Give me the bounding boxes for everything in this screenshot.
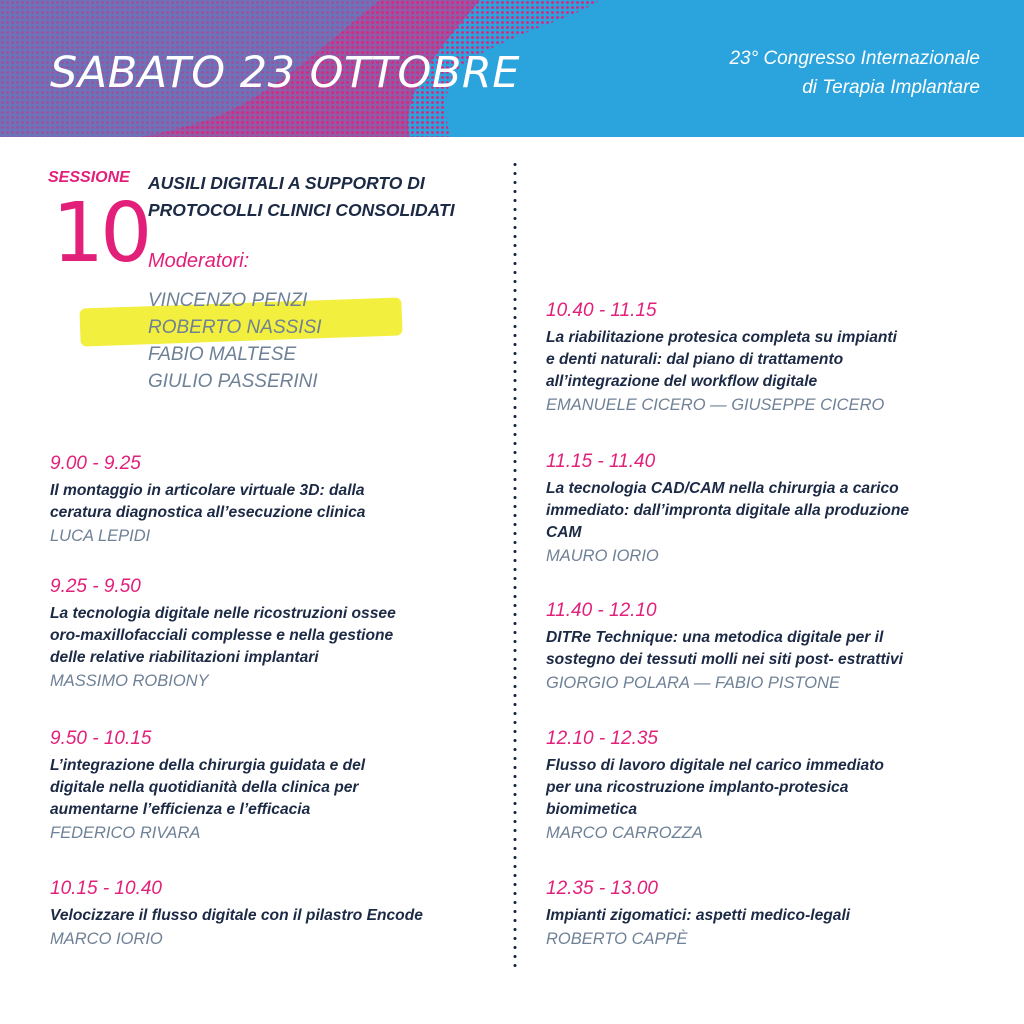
talk-time: 10.15 - 10.40 — [50, 878, 162, 899]
talk-speaker: GIORGIO POLARA — FABIO PISTONE — [546, 674, 841, 692]
talk-title-line: sostegno dei tessuti molli nei siti post- estrattivi — [546, 651, 903, 668]
moderator-name: ROBERTO NASSISI — [148, 317, 322, 338]
talk-speaker: MARCO IORIO — [50, 930, 163, 948]
talk-item — [50, 452, 490, 547]
talk-title-line: La riabilitazione protesica completa su impianti — [546, 329, 897, 346]
talk-time: 10.40 - 11.15 — [546, 300, 657, 321]
talk-title — [546, 905, 986, 927]
talk-title-line: oro-maxillofacciali complesse e nella gestione — [50, 627, 394, 644]
talk-title — [546, 627, 986, 671]
moderator-name: VINCENZO PENZI — [148, 290, 308, 311]
talk-speaker: EMANUELE CICERO — GIUSEPPE CICERO — [546, 396, 885, 414]
moderator-name: FABIO MALTESE — [148, 344, 297, 365]
moderator-name: GIULIO PASSERINI — [148, 371, 318, 392]
congress-title-line: 23° Congresso Internazionale — [729, 48, 980, 69]
talk-time: 11.40 - 12.10 — [546, 600, 657, 621]
talk-item — [50, 727, 490, 844]
talk-item — [50, 877, 490, 950]
talk-title-line: digitale nella quotidianità della clinica per — [50, 779, 359, 796]
talk-time: 12.35 - 13.00 — [546, 878, 658, 899]
talk-speaker: MAURO IORIO — [546, 547, 659, 565]
talk-time: 9.50 - 10.15 — [50, 728, 152, 749]
talk-title-line: ceratura diagnostica all’esecuzione clinica — [50, 504, 366, 521]
congress-title — [560, 44, 980, 102]
talk-title — [50, 603, 490, 669]
talk-time: 11.15 - 11.40 — [546, 451, 656, 472]
talk-item — [546, 299, 986, 416]
session-title-line: AUSILI DIGITALI A SUPPORTO DI — [148, 173, 425, 193]
talk-title-line: e denti naturali: dal piano di trattamento — [546, 351, 844, 368]
talk-title — [546, 755, 986, 821]
moderators-label: Moderatori: — [148, 250, 250, 272]
talk-title-line: Velocizzare il flusso digitale con il pilastro Encode — [50, 907, 423, 924]
session-title — [148, 170, 498, 224]
talk-speaker: FEDERICO RIVARA — [50, 824, 201, 842]
talk-title-line: Flusso di lavoro digitale nel carico immediato — [546, 757, 884, 774]
talk-title-line: La tecnologia digitale nelle ricostruzioni ossee — [50, 605, 396, 622]
talk-time: 9.00 - 9.25 — [50, 453, 141, 474]
talk-title-line: per una ricostruzione implanto-protesica — [546, 779, 849, 796]
talk-title — [50, 755, 490, 821]
talk-title-line: DITRe Technique: una metodica digitale per il — [546, 629, 884, 646]
header-banner — [0, 0, 1024, 137]
talk-title — [546, 478, 986, 544]
day-title: SABATO 23 OTTOBRE — [50, 48, 520, 98]
talk-speaker: LUCA LEPIDI — [50, 527, 151, 545]
talk-speaker: MASSIMO ROBIONY — [50, 672, 209, 690]
session-label: SESSIONE — [48, 169, 130, 186]
talk-title-line: L’integrazione della chirurgia guidata e del — [50, 757, 366, 774]
talk-title — [50, 905, 490, 927]
talk-title — [546, 327, 986, 393]
congress-title-line: di Terapia Implantare — [802, 77, 980, 98]
talk-item — [546, 599, 986, 694]
talk-title-line: Il montaggio in articolare virtuale 3D: dalla — [50, 482, 365, 499]
talk-item — [546, 450, 986, 567]
talk-item — [546, 727, 986, 844]
talk-item — [546, 877, 986, 950]
moderators-list — [148, 287, 478, 395]
talk-title-line: all’integrazione del workflow digitale — [546, 373, 818, 390]
column-divider — [513, 160, 517, 968]
talk-time: 9.25 - 9.50 — [50, 576, 141, 597]
talk-item — [50, 575, 490, 692]
talk-title-line: Impianti zigomatici: aspetti medico-legali — [546, 907, 851, 924]
talk-time: 12.10 - 12.35 — [546, 728, 658, 749]
talk-title-line: biomimetica — [546, 801, 637, 818]
talk-speaker: ROBERTO CAPPÈ — [546, 930, 688, 948]
talk-speaker: MARCO CARROZZA — [546, 824, 703, 842]
talk-title-line: immediato: dall’impronta digitale alla produzione — [546, 502, 910, 519]
talk-title-line: aumentarne l’efficienza e l’efficacia — [50, 801, 311, 818]
talk-title-line: CAM — [546, 524, 582, 541]
talk-title-line: La tecnologia CAD/CAM nella chirurgia a carico — [546, 480, 899, 497]
session-number: 10 — [52, 186, 149, 281]
talk-title-line: delle relative riabilitazioni implantari — [50, 649, 319, 666]
session-title-line: PROTOCOLLI CLINICI CONSOLIDATI — [148, 200, 455, 220]
talk-title — [50, 480, 490, 524]
